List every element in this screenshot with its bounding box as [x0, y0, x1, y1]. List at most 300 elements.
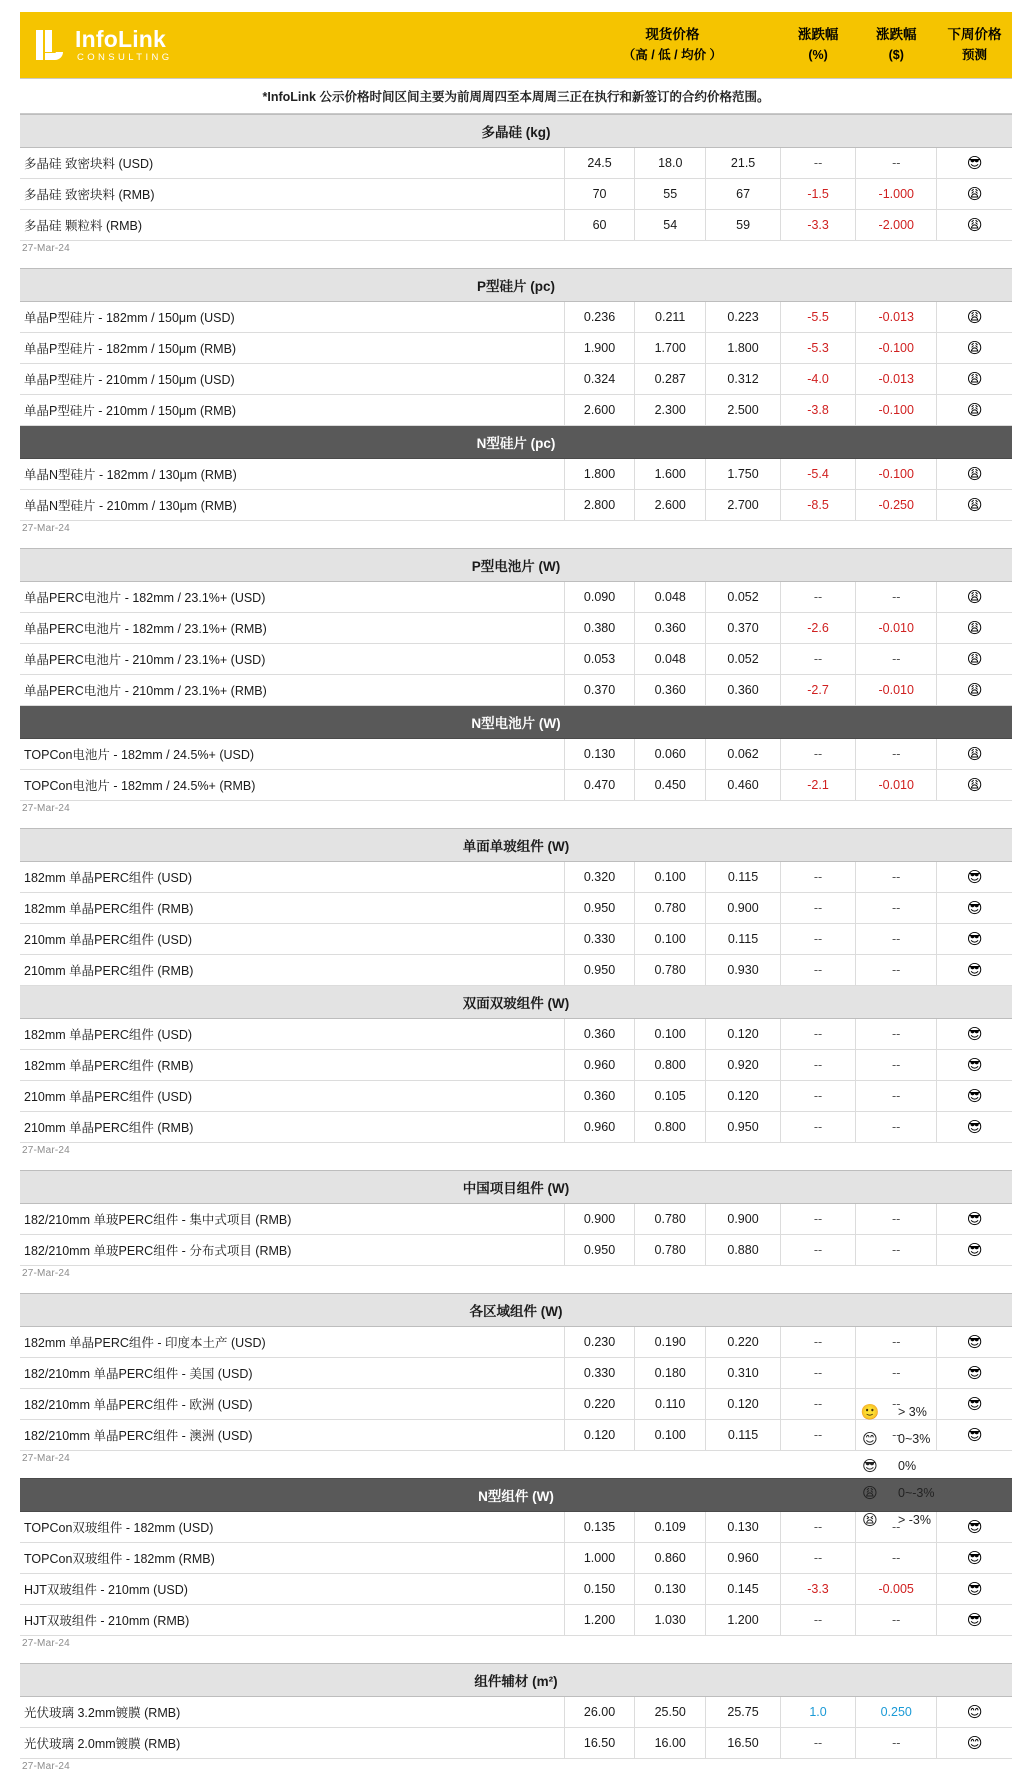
stamp-table [20, 801, 1012, 828]
col-change-usd-sub: ($) [888, 47, 904, 62]
price-high: 2.600 [564, 394, 635, 425]
change-percent: -- [781, 643, 856, 674]
price-high: 0.960 [564, 1111, 635, 1142]
section-title: 双面双玻组件 (W) [20, 985, 1012, 1018]
price-high: 0.900 [564, 1203, 635, 1234]
price-high: 0.360 [564, 1018, 635, 1049]
product-name: TOPCon双玻组件 - 182mm (RMB) [20, 1542, 564, 1573]
price-low: 0.211 [635, 301, 706, 332]
price-avg: 0.360 [706, 674, 781, 705]
infolink-logo-icon [34, 28, 68, 62]
table-row [20, 738, 1012, 769]
price-avg: 0.920 [706, 1049, 781, 1080]
date-stamp: 27-Mar-24 [22, 1760, 70, 1772]
price-avg: 0.220 [706, 1326, 781, 1357]
block-spacer [20, 1281, 1012, 1293]
forecast-emoji: 😩 [937, 769, 1012, 800]
disclaimer-note: *InfoLink 公示价格时间区间主要为前周周四至本周周三正在执行和新签订的合约价格范围。 [20, 78, 1012, 113]
price-low: 0.360 [635, 612, 706, 643]
legend-label: > 3% [898, 1404, 927, 1419]
table-row [20, 1604, 1012, 1635]
price-avg: 0.312 [706, 363, 781, 394]
price-avg: 1.800 [706, 332, 781, 363]
section-title: 中国项目组件 (W) [20, 1170, 1012, 1203]
product-name: HJT双玻组件 - 210mm (RMB) [20, 1604, 564, 1635]
change-percent: -5.4 [781, 458, 856, 489]
price-avg: 0.115 [706, 861, 781, 892]
price-low: 0.780 [635, 954, 706, 985]
forecast-emoji: 😩 [937, 738, 1012, 769]
change-percent: -- [781, 1511, 856, 1542]
change-percent: -5.5 [781, 301, 856, 332]
price-low: 0.800 [635, 1049, 706, 1080]
legend-emoji-icon: 🙂 [860, 1403, 880, 1421]
price-low: 0.048 [635, 643, 706, 674]
section-header-row [20, 1293, 1012, 1326]
legend-item [860, 1452, 1010, 1479]
forecast-emoji: 😎 [937, 1542, 1012, 1573]
col-change-pct-title: 涨跌幅 [797, 27, 839, 43]
change-percent: -- [781, 923, 856, 954]
legend-label: 0~3% [898, 1431, 931, 1446]
section-title: P型硅片 (pc) [20, 268, 1012, 301]
table-row [20, 1696, 1012, 1727]
product-name: TOPCon电池片 - 182mm / 24.5%+ (RMB) [20, 769, 564, 800]
price-avg: 0.115 [706, 1419, 781, 1450]
forecast-emoji: 😎 [937, 1357, 1012, 1388]
col-change-usd [856, 12, 937, 78]
price-low: 25.50 [635, 1696, 706, 1727]
product-name: 多晶硅 致密块料 (RMB) [20, 178, 564, 209]
price-table [20, 828, 1012, 1143]
table-row [20, 1326, 1012, 1357]
price-low: 2.600 [635, 489, 706, 520]
block-spacer [20, 536, 1012, 548]
forecast-emoji: 😎 [937, 1511, 1012, 1542]
forecast-emoji: 😩 [937, 209, 1012, 240]
change-percent: -- [781, 1326, 856, 1357]
product-name: 182/210mm 单晶PERC组件 - 澳洲 (USD) [20, 1419, 564, 1450]
price-avg: 2.500 [706, 394, 781, 425]
stamp-table [20, 1266, 1012, 1293]
price-high: 2.800 [564, 489, 635, 520]
change-percent: -- [781, 581, 856, 612]
price-low: 0.100 [635, 1419, 706, 1450]
section-title: 多晶硅 (kg) [20, 114, 1012, 147]
table-row [20, 1111, 1012, 1142]
forecast-emoji: 😎 [937, 861, 1012, 892]
product-name: 多晶硅 颗粒料 (RMB) [20, 209, 564, 240]
price-avg: 1.200 [706, 1604, 781, 1635]
price-low: 1.600 [635, 458, 706, 489]
forecast-emoji: 😎 [937, 1573, 1012, 1604]
price-low: 0.800 [635, 1111, 706, 1142]
forecast-emoji: 😎 [937, 1419, 1012, 1450]
change-percent: -- [781, 954, 856, 985]
change-absolute: -- [856, 1727, 937, 1758]
table-row [20, 674, 1012, 705]
change-percent: -4.0 [781, 363, 856, 394]
price-low: 2.300 [635, 394, 706, 425]
date-stamp: 27-Mar-24 [22, 242, 70, 254]
forecast-emoji: 😩 [937, 332, 1012, 363]
price-avg: 21.5 [706, 147, 781, 178]
product-name: 182/210mm 单玻PERC组件 - 分布式项目 (RMB) [20, 1234, 564, 1265]
product-name: 210mm 单晶PERC组件 (RMB) [20, 1111, 564, 1142]
note-row [20, 78, 1012, 113]
forecast-emoji: 😎 [937, 892, 1012, 923]
table-row [20, 178, 1012, 209]
forecast-emoji: 😩 [937, 178, 1012, 209]
price-table [20, 548, 1012, 801]
price-high: 16.50 [564, 1727, 635, 1758]
price-avg: 0.310 [706, 1357, 781, 1388]
section-header-row [20, 268, 1012, 301]
price-low: 0.180 [635, 1357, 706, 1388]
price-low: 0.360 [635, 674, 706, 705]
product-name: 182/210mm 单晶PERC组件 - 欧洲 (USD) [20, 1388, 564, 1419]
change-percent: -3.8 [781, 394, 856, 425]
price-high: 0.470 [564, 769, 635, 800]
legend-emoji-icon: 😩 [862, 1484, 878, 1502]
table-row [20, 1727, 1012, 1758]
product-name: 单晶N型硅片 - 210mm / 130μm (RMB) [20, 489, 564, 520]
change-absolute: 0.250 [856, 1696, 937, 1727]
forecast-emoji: 😎 [937, 1111, 1012, 1142]
header-table [20, 12, 1012, 114]
stamp-table [20, 1759, 1012, 1774]
forecast-emoji: 😎 [937, 1326, 1012, 1357]
forecast-emoji: 😎 [937, 1604, 1012, 1635]
price-avg: 0.900 [706, 892, 781, 923]
product-name: 单晶P型硅片 - 182mm / 150μm (USD) [20, 301, 564, 332]
legend-label: > -3% [898, 1512, 932, 1527]
price-avg: 16.50 [706, 1727, 781, 1758]
col-forecast-title: 下周价格 [947, 27, 1002, 43]
table-row [20, 892, 1012, 923]
legend-label: 0% [898, 1458, 917, 1473]
table-row [20, 394, 1012, 425]
price-high: 1.900 [564, 332, 635, 363]
price-avg: 1.750 [706, 458, 781, 489]
forecast-emoji: 😎 [937, 147, 1012, 178]
date-stamp: 27-Mar-24 [22, 1267, 70, 1279]
change-absolute: -0.250 [856, 489, 937, 520]
price-low: 0.100 [635, 1018, 706, 1049]
price-high: 0.950 [564, 954, 635, 985]
price-avg: 59 [706, 209, 781, 240]
product-name: 182mm 单晶PERC组件 (RMB) [20, 1049, 564, 1080]
product-name: 单晶PERC电池片 - 210mm / 23.1%+ (RMB) [20, 674, 564, 705]
stamp-table [20, 1636, 1012, 1663]
price-high: 24.5 [564, 147, 635, 178]
section-header-row [20, 1663, 1012, 1696]
section-header-row [20, 828, 1012, 861]
change-percent: -- [781, 861, 856, 892]
section-header-row [20, 705, 1012, 738]
price-high: 0.236 [564, 301, 635, 332]
date-stamp: 27-Mar-24 [22, 1144, 70, 1156]
price-high: 0.320 [564, 861, 635, 892]
change-absolute: -- [855, 1018, 936, 1049]
change-percent: -- [781, 1049, 856, 1080]
price-avg: 0.052 [706, 581, 781, 612]
change-percent: -- [781, 1542, 856, 1573]
table-row [20, 301, 1012, 332]
forecast-emoji: 😎 [937, 1080, 1012, 1111]
col-spot-price [564, 12, 780, 78]
section-title: N型电池片 (W) [20, 705, 1012, 738]
table-row [20, 923, 1012, 954]
price-low: 0.105 [635, 1080, 706, 1111]
col-spot-price-sub: （高 / 低 / 均价 ） [622, 47, 723, 62]
price-high: 0.330 [564, 923, 635, 954]
change-absolute: -- [855, 954, 936, 985]
price-high: 0.120 [564, 1419, 635, 1450]
price-table [20, 268, 1012, 521]
price-high: 0.380 [564, 612, 635, 643]
price-high: 0.960 [564, 1049, 635, 1080]
col-forecast [937, 12, 1012, 78]
price-low: 0.780 [635, 1203, 706, 1234]
table-row [20, 1573, 1012, 1604]
col-spot-price-title: 现货价格 [645, 27, 700, 43]
price-low: 0.048 [635, 581, 706, 612]
price-high: 0.135 [564, 1511, 635, 1542]
price-low: 0.780 [635, 1234, 706, 1265]
legend-item [860, 1425, 1010, 1452]
product-name: 210mm 单晶PERC组件 (USD) [20, 923, 564, 954]
product-name: 182mm 单晶PERC组件 (RMB) [20, 892, 564, 923]
price-low: 0.287 [635, 363, 706, 394]
change-absolute: -0.100 [856, 458, 937, 489]
section-title: N型硅片 (pc) [20, 425, 1012, 458]
price-high: 0.330 [564, 1357, 635, 1388]
change-percent: -3.3 [781, 209, 856, 240]
change-absolute: -- [855, 1234, 936, 1265]
forecast-emoji: 😊 [937, 1727, 1012, 1758]
table-row [20, 363, 1012, 394]
product-name: 182/210mm 单玻PERC组件 - 集中式项目 (RMB) [20, 1203, 564, 1234]
change-percent: -- [781, 1203, 856, 1234]
change-percent: -- [781, 1234, 856, 1265]
change-absolute: -- [856, 581, 937, 612]
product-name: HJT双玻组件 - 210mm (USD) [20, 1573, 564, 1604]
price-avg: 0.370 [706, 612, 781, 643]
table-row [20, 581, 1012, 612]
change-absolute: -0.100 [856, 332, 937, 363]
table-row [20, 332, 1012, 363]
price-high: 0.220 [564, 1388, 635, 1419]
price-high: 0.053 [564, 643, 635, 674]
price-avg: 0.950 [706, 1111, 781, 1142]
price-low: 0.060 [635, 738, 706, 769]
price-high: 0.090 [564, 581, 635, 612]
col-change-pct-sub: (%) [808, 47, 828, 62]
change-absolute: -- [855, 1049, 936, 1080]
forecast-emoji: 😊 [937, 1696, 1012, 1727]
change-absolute: -- [855, 1203, 936, 1234]
change-percent: -- [781, 147, 856, 178]
table-row [20, 612, 1012, 643]
price-low: 0.130 [635, 1573, 706, 1604]
legend-emoji-icon: 😊 [862, 1430, 878, 1448]
price-avg: 0.115 [706, 923, 781, 954]
table-row [20, 1542, 1012, 1573]
change-absolute: -0.010 [856, 674, 937, 705]
forecast-emoji: 😩 [937, 301, 1012, 332]
change-percent: -- [781, 738, 856, 769]
stamp-table [20, 241, 1012, 268]
change-percent: -2.1 [781, 769, 856, 800]
price-high: 70 [564, 178, 635, 209]
product-name: 210mm 单晶PERC组件 (USD) [20, 1080, 564, 1111]
block-spacer [20, 1651, 1012, 1663]
price-low: 54 [635, 209, 706, 240]
table-row [20, 147, 1012, 178]
change-absolute: -- [855, 892, 936, 923]
price-high: 1.200 [564, 1604, 635, 1635]
price-avg: 0.223 [706, 301, 781, 332]
price-high: 0.230 [564, 1326, 635, 1357]
block-spacer [20, 816, 1012, 828]
change-absolute: -- [855, 1542, 936, 1573]
table-row [20, 769, 1012, 800]
change-absolute: -- [855, 861, 936, 892]
legend-item [860, 1506, 1010, 1533]
change-absolute: -- [855, 1604, 936, 1635]
price-high: 0.360 [564, 1080, 635, 1111]
change-percent: -- [781, 1388, 856, 1419]
product-name: 182mm 单晶PERC组件 (USD) [20, 1018, 564, 1049]
table-row [20, 643, 1012, 674]
forecast-emoji: 😎 [937, 954, 1012, 985]
section-title: 单面单玻组件 (W) [20, 828, 1012, 861]
product-name: 光伏玻璃 2.0mm镀膜 (RMB) [20, 1727, 564, 1758]
section-header-row [20, 114, 1012, 147]
change-absolute: -- [855, 1511, 936, 1542]
brand-subtitle: CONSULTING [77, 51, 173, 63]
change-absolute: -0.013 [856, 301, 937, 332]
legend-item [860, 1398, 1010, 1425]
forecast-emoji: 😩 [937, 489, 1012, 520]
price-low: 0.109 [635, 1511, 706, 1542]
change-percent: -- [781, 1018, 856, 1049]
change-absolute: -- [856, 738, 937, 769]
section-header-row [20, 548, 1012, 581]
price-low: 0.190 [635, 1326, 706, 1357]
table-row [20, 1018, 1012, 1049]
product-name: TOPCon双玻组件 - 182mm (USD) [20, 1511, 564, 1542]
table-row [20, 1234, 1012, 1265]
change-percent: -- [781, 1357, 856, 1388]
forecast-emoji: 😎 [937, 1018, 1012, 1049]
change-percent: -- [781, 1080, 856, 1111]
table-row [20, 1357, 1012, 1388]
change-percent: -- [781, 1111, 856, 1142]
forecast-emoji: 😩 [937, 612, 1012, 643]
price-high: 0.150 [564, 1573, 635, 1604]
price-avg: 0.930 [706, 954, 781, 985]
forecast-emoji: 😩 [937, 458, 1012, 489]
price-low: 18.0 [635, 147, 706, 178]
change-absolute: -- [856, 1357, 937, 1388]
product-name: 单晶PERC电池片 - 182mm / 23.1%+ (RMB) [20, 612, 564, 643]
price-low: 0.100 [635, 861, 706, 892]
change-absolute: -0.010 [856, 612, 937, 643]
change-absolute: -2.000 [856, 209, 937, 240]
price-high: 60 [564, 209, 635, 240]
change-percent: -- [781, 1604, 856, 1635]
price-avg: 0.130 [706, 1511, 781, 1542]
price-avg: 0.120 [706, 1080, 781, 1111]
table-row [20, 861, 1012, 892]
forecast-emoji: 😎 [937, 1203, 1012, 1234]
block-spacer [20, 1158, 1012, 1170]
price-avg: 0.880 [706, 1234, 781, 1265]
section-header-row [20, 1170, 1012, 1203]
price-avg: 0.900 [706, 1203, 781, 1234]
change-percent: -- [781, 1727, 856, 1758]
price-avg: 0.960 [706, 1542, 781, 1573]
forecast-emoji: 😩 [937, 394, 1012, 425]
brand-name: InfoLink [75, 25, 167, 52]
change-percent: 1.0 [781, 1696, 856, 1727]
col-change-usd-title: 涨跌幅 [876, 27, 917, 43]
price-low: 0.450 [635, 769, 706, 800]
change-percent: -- [781, 1419, 856, 1450]
price-avg: 25.75 [706, 1696, 781, 1727]
price-avg: 0.145 [706, 1573, 781, 1604]
change-absolute: -- [855, 923, 936, 954]
table-row [20, 458, 1012, 489]
change-percent: -1.5 [781, 178, 856, 209]
price-table [20, 1663, 1012, 1759]
product-name: 182mm 单晶PERC组件 - 印度本土产 (USD) [20, 1326, 564, 1357]
change-percent: -3.3 [781, 1573, 856, 1604]
header-row [20, 12, 1012, 78]
change-absolute: -1.000 [856, 178, 937, 209]
change-absolute: -- [856, 643, 937, 674]
date-stamp: 27-Mar-24 [22, 1637, 70, 1649]
price-low: 0.110 [635, 1388, 706, 1419]
price-low: 0.860 [635, 1542, 706, 1573]
product-name: 单晶N型硅片 - 182mm / 130μm (RMB) [20, 458, 564, 489]
forecast-emoji: 😎 [937, 1234, 1012, 1265]
change-absolute: -- [855, 1080, 936, 1111]
forecast-emoji: 😩 [937, 674, 1012, 705]
product-name: TOPCon电池片 - 182mm / 24.5%+ (USD) [20, 738, 564, 769]
forecast-legend [860, 1398, 1010, 1533]
section-header-row [20, 425, 1012, 458]
price-high: 0.950 [564, 892, 635, 923]
change-absolute: -0.100 [856, 394, 937, 425]
date-stamp: 27-Mar-24 [22, 522, 70, 534]
change-percent: -- [781, 892, 856, 923]
change-absolute: -- [856, 147, 937, 178]
product-name: 单晶PERC电池片 - 182mm / 23.1%+ (USD) [20, 581, 564, 612]
price-table [20, 1170, 1012, 1266]
product-name: 单晶P型硅片 - 210mm / 150μm (RMB) [20, 394, 564, 425]
date-stamp: 27-Mar-24 [22, 802, 70, 814]
price-low: 1.030 [635, 1604, 706, 1635]
product-name: 182mm 单晶PERC组件 (USD) [20, 861, 564, 892]
product-name: 单晶P型硅片 - 210mm / 150μm (USD) [20, 363, 564, 394]
table-row [20, 489, 1012, 520]
legend-label: 0~-3% [898, 1485, 935, 1500]
change-percent: -2.6 [781, 612, 856, 643]
price-low: 1.700 [635, 332, 706, 363]
